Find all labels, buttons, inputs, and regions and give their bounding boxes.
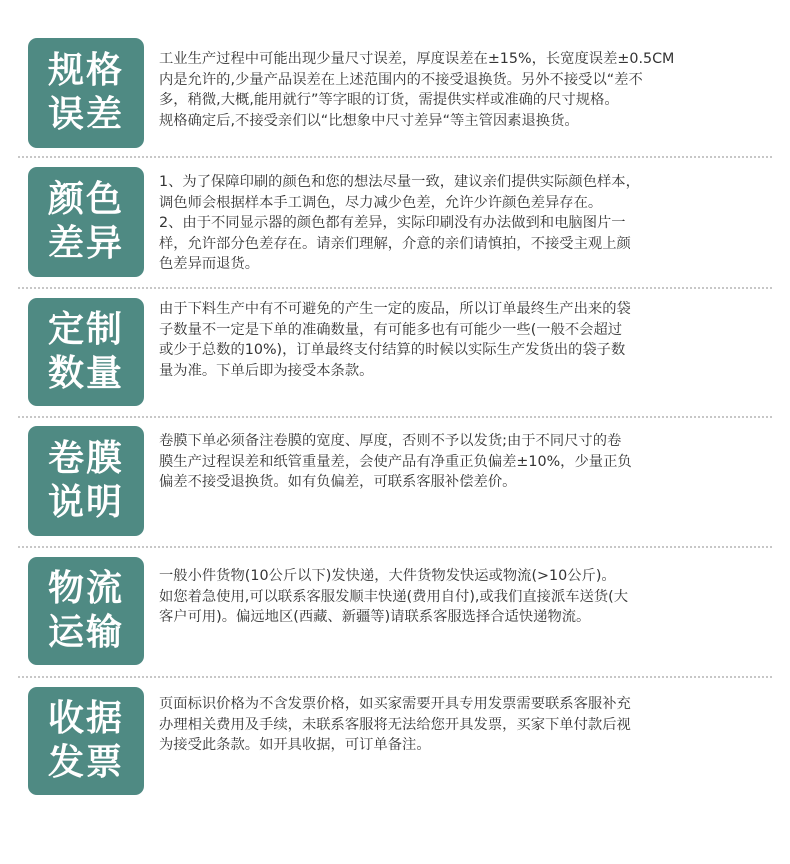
- title-line: 收据: [47, 698, 124, 739]
- body-line: 膜生产过程误差和纸管重量差，会使产品有净重正负偏差±10%，少量正负: [159, 453, 632, 470]
- section-body: [159, 49, 771, 131]
- section-body: [159, 299, 771, 381]
- body-line: 或少于总数的10%)，订单最终支付结算的时候以实际生产发货出的袋子数: [159, 342, 626, 358]
- title-line: 发票: [47, 742, 124, 783]
- dotted-divider: [18, 156, 772, 158]
- title-line: 颜色: [47, 179, 124, 220]
- dotted-divider: [18, 416, 772, 418]
- title-line: 规格: [47, 50, 124, 91]
- section-title: [48, 49, 124, 137]
- section-badge: [28, 167, 144, 277]
- dotted-divider: [18, 546, 772, 548]
- section-title: [48, 697, 124, 785]
- dotted-divider: [18, 676, 772, 678]
- body-line: 规格确定后,不接受亲们以“比想象中尺寸差异“等主管因素退换货。: [159, 112, 579, 129]
- title-line: 数量: [47, 353, 124, 394]
- title-line: 运输: [47, 612, 124, 653]
- section-badge: [28, 38, 144, 148]
- body-line: 如您着急使用,可以联系客服发顺丰快递(费用自付),或我们直接派车送货(大: [159, 588, 629, 605]
- body-line: 多，稍微,大概,能用就行”等字眼的订货，需提供实样或准确的尺寸规格。: [159, 92, 619, 108]
- body-line: 偏差不接受退换货。如有负偏差，可联系客服补偿差价。: [159, 474, 517, 490]
- section-body: [159, 694, 771, 756]
- section-badge: [28, 557, 144, 665]
- title-line: 卷膜: [47, 438, 124, 479]
- section-title: [48, 308, 124, 396]
- title-line: 差异: [47, 223, 124, 264]
- section-badge: [28, 426, 144, 536]
- section-title: [48, 437, 124, 525]
- body-line: 量为准。下单后即为接受本条款。: [159, 362, 374, 379]
- section-body: [159, 566, 771, 628]
- body-line: 内是允许的,少量产品误差在上述范围内的不接受退换货。另外不接受以“差不: [159, 71, 643, 88]
- body-line: 2、由于不同显示器的颜色都有差异，实际印刷没有办法做到和电脑图片一: [159, 215, 626, 231]
- section-body: [159, 172, 771, 275]
- body-line: 调色师会根据样本手工调色，尽力减少色差，允许少许颜色差异存在。: [159, 194, 603, 211]
- body-line: 工业生产过程中可能出现少量尺寸误差，厚度误差在±15%，长宽度误差±0.5CM: [159, 51, 675, 67]
- body-line: 样，允许部分色差存在。请亲们理解，介意的亲们请慎拍，不接受主观上颜: [159, 235, 631, 252]
- title-line: 说明: [47, 482, 124, 523]
- body-line: 一般小件货物(10公斤以下)发快递，大件货物发快运或物流(>10公斤)。: [159, 568, 616, 584]
- body-line: 页面标识价格为不含发票价格，如买家需要开具专用发票需要联系客服补充: [159, 696, 631, 712]
- body-line: 由于下料生产中有不可避免的产生一定的废品，所以订单最终生产出来的袋: [159, 301, 631, 317]
- title-line: 物流: [47, 568, 124, 609]
- body-line: 客户可用)。偏远地区(西藏、新疆等)请联系客服选择合适快递物流。: [159, 609, 591, 625]
- body-line: 1、为了保障印刷的颜色和您的想法尽量一致，建议亲们提供实际颜色样本，: [159, 174, 640, 190]
- section-title: [48, 567, 124, 655]
- section-body: [159, 431, 771, 493]
- body-line: 卷膜下单必须备注卷膜的宽度、厚度，否则不予以发货;由于不同尺寸的卷: [159, 433, 622, 449]
- body-line: 为接受此条款。如开具收据，可订单备注。: [159, 737, 431, 753]
- title-line: 误差: [47, 94, 124, 135]
- section-title: [48, 178, 124, 266]
- body-line: 子数量不一定是下单的准确数量，有可能多也有可能少一些(一般不会超过: [159, 321, 623, 338]
- title-line: 定制: [47, 309, 124, 350]
- dotted-divider: [18, 287, 772, 289]
- body-line: 色差异而退货。: [159, 256, 260, 272]
- section-badge: [28, 687, 144, 795]
- body-line: 办理相关费用及手续，未联系客服将无法给您开具发票，买家下单付款后视: [159, 716, 631, 733]
- section-badge: [28, 298, 144, 406]
